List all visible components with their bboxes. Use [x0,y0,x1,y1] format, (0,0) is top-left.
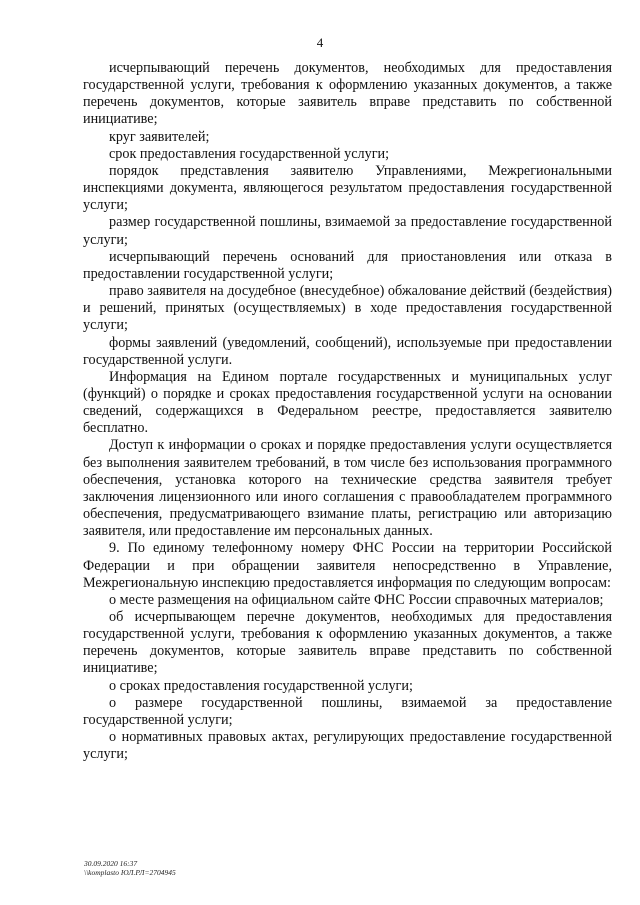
paragraph: о размере государственной пошлины, взимаемой за предоставление государственной услуги; [83,694,612,728]
paragraph: срок предоставления государственной услуги; [109,145,390,162]
document-footer [84,859,176,877]
paragraph: исчерпывающий перечень оснований для приостановления или отказа в предоставлении государственной услуги; [83,248,612,282]
paragraph: Доступ к информации о сроках и порядке предоставления услуги осуществляется без выполнения заявителем требований, в том числе без использования программного обеспечения, установка которого на технические средства заявителя требует заключения лицензионного или иного соглашения с правообладателем программного обеспечения, предусматривающего взимание платы, регистрацию или авторизацию заявителя, или предоставление им персональных данных. [83,437,612,540]
paragraph: право заявителя на досудебное (внесудебное) обжалование действий (бездействия) и решений, принятых (осуществляемых) в ходе предоставления государственной услуги; [83,283,612,334]
paragraph: Информация на Едином портале государственных и муниципальных услуг (функций) о порядке и сроках предоставления государственной услуги на основании сведений, содержащихся в Федеральном реестре, предоставляется заявителю бесплатно. [83,368,612,437]
paragraph: размер государственной пошлины, взимаемой за предоставление государственной услуги; [83,214,612,248]
document-body [83,60,612,763]
paragraph: исчерпывающий перечень документов, необходимых для предоставления государственной услуги, требования к оформлению указанных документов, а также перечень документов, которые заявитель вправе представить по собственной инициативе; [83,60,612,128]
footer-timestamp: 30.09.2020 16:37 [84,859,138,868]
page-number: 4 [316,35,324,50]
paragraph: о нормативных правовых актах, регулирующих предоставление государственной услуги; [83,729,612,763]
paragraph: 9. По единому телефонному номеру ФНС России на территории Российской Федерации и при обращении заявителя непосредственно в Управление, Межрегиональную инспекцию предоставляется информация по следующим вопросам: [83,540,612,591]
paragraph: о сроках предоставления государственной услуги; [109,677,413,694]
paragraph: порядок представления заявителю Управлениями, Межрегиональными инспекциями документа, являющегося результатом предоставления государственной услуги; [83,162,612,214]
paragraph: формы заявлений (уведомлений, сообщений), используемые при предоставлении государственной услуги. [83,334,612,368]
paragraph: круг заявителей; [109,128,210,145]
paragraph: о месте размещения на официальном сайте ФНС России справочных материалов; [109,591,604,608]
footer-doc-reference: \\komplasto ЮЛ.РЛ=2704945 [84,868,176,877]
paragraph: об исчерпывающем перечне документов, необходимых для предоставления государственной услуги, требования к оформлению указанных документов, а также перечень документов, которые заявитель вправе представить по собственной инициативе; [83,609,612,677]
